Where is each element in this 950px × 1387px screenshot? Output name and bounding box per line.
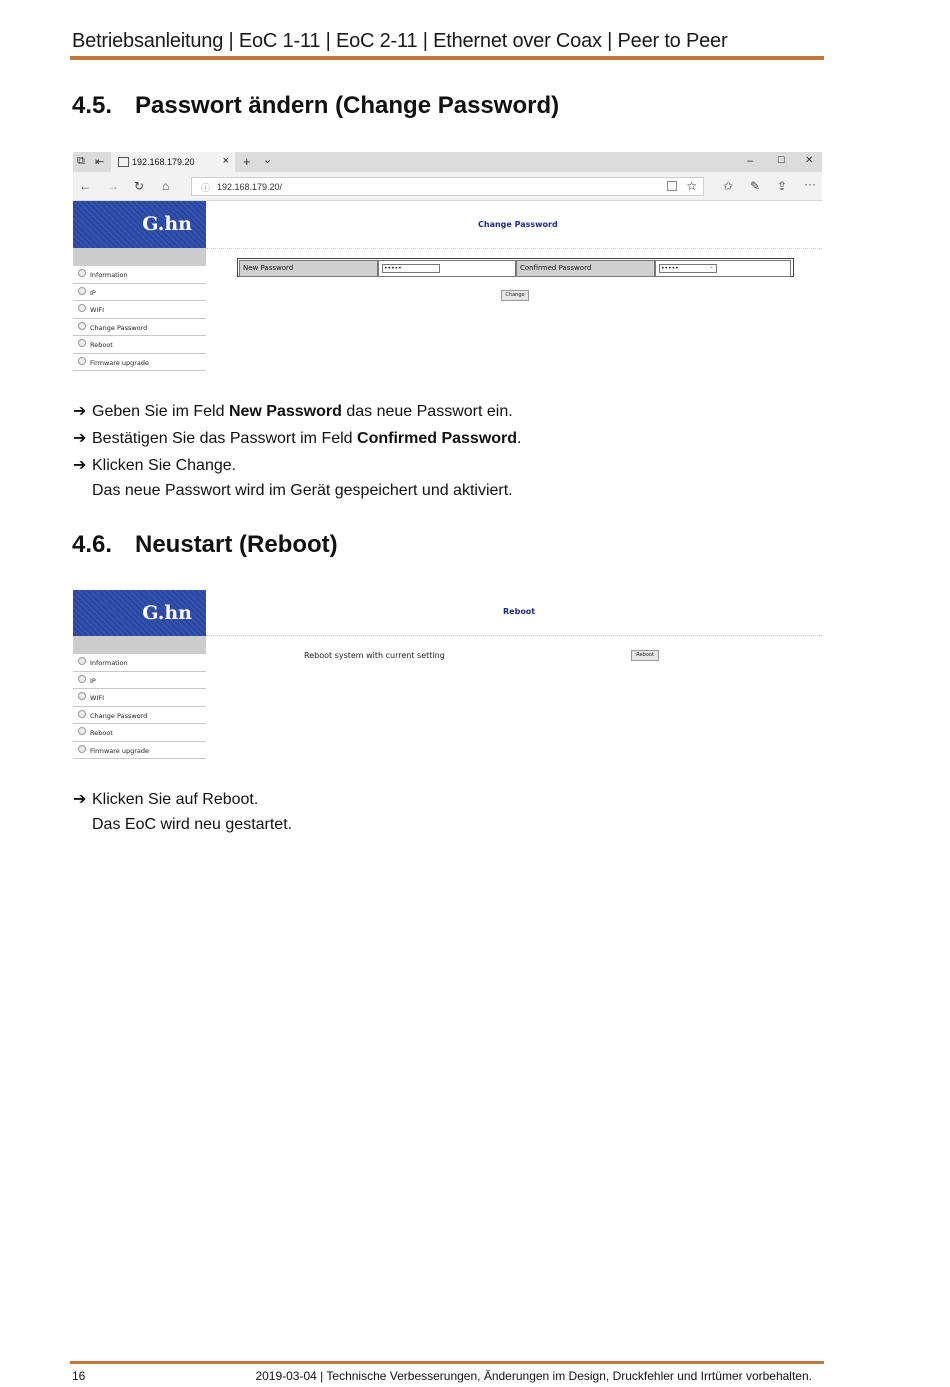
page-icon <box>118 157 129 167</box>
new-tab-icon[interactable]: + <box>243 154 251 169</box>
arrow-icon: ➔ <box>73 791 87 808</box>
password-form-row <box>237 258 794 277</box>
bullet-icon <box>78 692 86 700</box>
section-heading-reboot <box>72 531 338 559</box>
bullet-icon <box>78 322 86 330</box>
set-aside-tabs-icon[interactable]: ⇤ <box>95 156 105 168</box>
bullet-icon <box>78 657 86 665</box>
reading-view-icon[interactable] <box>667 181 677 191</box>
reboot-screenshot <box>73 590 822 755</box>
favorite-star-icon[interactable]: ☆ <box>686 179 697 193</box>
section-title: Neustart (Reboot) <box>135 531 338 558</box>
tab-list-icon[interactable]: ⌄ <box>263 154 273 166</box>
instruction-result: Das neue Passwort wird im Gerät gespeichert und aktiviert. <box>92 482 513 499</box>
bullet-icon <box>78 304 86 312</box>
arrow-icon: ➔ <box>73 457 87 474</box>
bullet-icon <box>78 269 86 277</box>
reboot-description: Reboot system with current setting <box>304 651 445 660</box>
share-icon[interactable]: ⇪ <box>777 179 788 193</box>
confirmed-password-label: Confirmed Password <box>516 260 655 277</box>
sidebar-item-information[interactable]: Information <box>73 654 206 672</box>
address-text: 192.168.179.20/ <box>217 182 283 192</box>
forward-icon[interactable]: → <box>107 179 119 193</box>
tab-title: 192.168.179.20 <box>132 157 195 167</box>
instruction-reboot-step: ➔ Klicken Sie auf Reboot. <box>73 791 259 808</box>
sidebar-item-ip[interactable]: IP <box>73 284 206 302</box>
web-note-icon[interactable]: ✎ <box>750 179 761 193</box>
change-password-app <box>73 201 822 369</box>
dropdown-caret-icon: ⌄ <box>708 263 714 270</box>
sidebar-item-information[interactable]: Information <box>73 266 206 284</box>
new-password-cell <box>378 260 516 277</box>
instruction-step-1: ➔ Geben Sie im Feld New Password das neue Passwort ein. <box>73 403 513 420</box>
bullet-icon <box>78 745 86 753</box>
arrow-icon: ➔ <box>73 430 87 447</box>
ghn-logo: G.hn <box>142 213 192 235</box>
sidebar-item-reboot[interactable]: Reboot <box>73 724 206 742</box>
logo-band <box>73 201 206 248</box>
footer-rule <box>70 1361 824 1364</box>
sidebar-menu <box>73 266 206 371</box>
page-header: Betriebsanleitung | EoC 1-11 | EoC 2-11 | Ethernet over Coax | Peer to Peer <box>72 30 728 52</box>
more-icon[interactable]: ··· <box>804 177 816 191</box>
tab-actions-icon[interactable]: ⧉ <box>77 155 85 167</box>
sidebar-item-reboot[interactable]: Reboot <box>73 336 206 354</box>
page-number: 16 <box>72 1369 86 1383</box>
section-number: 4.6. <box>72 531 113 558</box>
title-divider <box>206 248 822 249</box>
favorites-list-icon[interactable]: ✩ <box>723 179 734 193</box>
minimize-icon[interactable]: – <box>747 155 754 167</box>
new-password-input[interactable]: ••••• <box>382 264 440 273</box>
page-title: Reboot <box>503 607 536 616</box>
new-password-label: New Password <box>239 260 378 277</box>
header-rule <box>70 56 824 60</box>
maximize-icon[interactable]: ☐ <box>777 155 786 165</box>
section-number: 4.5. <box>72 92 113 119</box>
refresh-icon[interactable]: ↻ <box>134 179 145 193</box>
address-bar[interactable] <box>191 177 704 196</box>
sidebar-item-firmware-upgrade[interactable]: Firmware upgrade <box>73 742 206 760</box>
change-button[interactable]: Change <box>501 290 529 301</box>
sidebar-item-firmware-upgrade[interactable]: Firmware upgrade <box>73 354 206 372</box>
bullet-icon <box>78 339 86 347</box>
window-close-icon[interactable]: ✕ <box>805 155 814 166</box>
page-title: Change Password <box>478 220 558 229</box>
confirmed-password-cell <box>655 260 791 277</box>
confirmed-password-input[interactable]: ••••• ⌄ <box>659 264 717 273</box>
section-heading-password <box>72 92 559 120</box>
section-title: Passwort ändern (Change Password) <box>135 92 560 119</box>
browser-screenshot <box>73 152 822 369</box>
instruction-step-3: ➔ Klicken Sie Change. <box>73 457 237 474</box>
bullet-icon <box>78 357 86 365</box>
back-icon[interactable]: ← <box>79 179 91 193</box>
bullet-icon <box>78 675 86 683</box>
footer-text: 2019-03-04 | Technische Verbesserungen, Änderungen im Design, Druckfehler und Irrtümer vorbehalten. <box>255 1369 812 1383</box>
sidebar-gray-band <box>73 636 206 654</box>
instruction-reboot-result: Das EoC wird neu gestartet. <box>92 816 293 833</box>
title-divider <box>206 635 822 636</box>
sidebar-item-change-password[interactable]: Change Password <box>73 707 206 725</box>
sidebar-item-wifi[interactable]: WIFI <box>73 301 206 319</box>
tab-close-icon[interactable]: × <box>222 155 229 167</box>
sidebar-item-wifi[interactable]: WIFI <box>73 689 206 707</box>
browser-tab-bar <box>73 152 822 172</box>
logo-band <box>73 590 206 637</box>
browser-nav-bar <box>73 172 822 201</box>
home-icon[interactable]: ⌂ <box>162 179 170 193</box>
bullet-icon <box>78 287 86 295</box>
browser-tab[interactable] <box>111 152 235 172</box>
sidebar-item-change-password[interactable]: Change Password <box>73 319 206 337</box>
sidebar-item-ip[interactable]: IP <box>73 672 206 690</box>
sidebar-gray-band <box>73 248 206 266</box>
ghn-logo: G.hn <box>142 602 192 624</box>
bullet-icon <box>78 710 86 718</box>
site-info-icon[interactable]: ⓘ <box>201 183 211 193</box>
instruction-step-2: ➔ Bestätigen Sie das Passwort im Feld Confirmed Password. <box>73 430 522 447</box>
bullet-icon <box>78 727 86 735</box>
reboot-button[interactable]: Reboot <box>631 650 659 661</box>
arrow-icon: ➔ <box>73 403 87 420</box>
sidebar-menu <box>73 654 206 759</box>
